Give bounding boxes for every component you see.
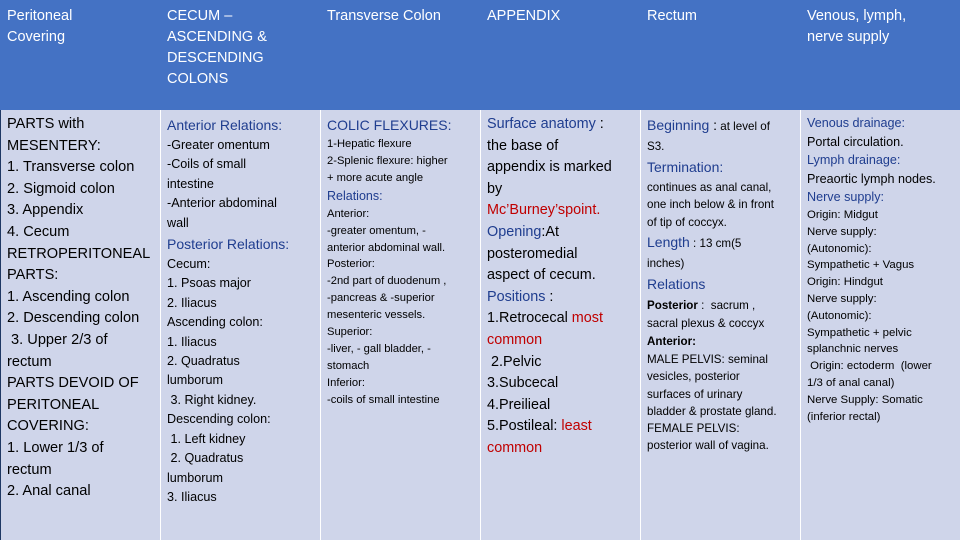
cell-line: by [487,180,503,197]
cell-line: FEMALE PELVIS: [647,422,740,436]
relations-title: Relations [647,276,706,293]
cell-line: 2. Anal canal [7,483,91,500]
length-title: Length [647,233,690,250]
cell-line: Anterior: [327,207,370,220]
left-border [0,110,1,540]
header-line: APPENDIX [487,8,561,24]
cell-line: lumborum [167,470,223,485]
cell-line: Sympathetic + Vagus [807,259,915,272]
header-appendix [487,6,560,27]
opening-title: Opening [487,223,542,240]
cell-line: Origin: ectoderm (lower [807,360,932,373]
cell-line: Nerve Supply: Somatic [807,393,923,406]
cell-line: Nerve supply: [807,292,877,305]
cell-line: anterior abdominal wall. [327,241,446,254]
header-transverse-colon [327,6,441,27]
cell-line: Descending colon: [167,412,271,427]
cell-line: Portal circulation. [807,134,904,149]
cell-line: appendix is marked [487,159,612,176]
cell-line [487,308,612,330]
cell-line: Sympathetic + pelvic [807,326,912,339]
cecum-colons-cell [167,114,289,507]
cell-line: inches) [647,256,685,270]
cell-line: MALE PELVIS: seminal [647,353,768,367]
cell-line: vesicles, posterior [647,370,740,384]
cell-line: RETROPERITONEAL [7,245,151,262]
header-line: Peritoneal [7,8,73,24]
column-divider [160,110,161,540]
anterior-relations-title: Anterior Relations: [167,117,283,133]
mcburney-point: Mc’Burney’spoint. [487,202,601,219]
column-divider [480,110,481,540]
cell-line: Inferior: [327,376,365,389]
cell-line: -greater omentum, - [327,224,426,237]
appendix-cell [487,114,612,460]
cell-line: 3. Right kidney. [167,392,257,407]
cell-line: 2. Quadratus [167,451,244,466]
cell-line: -Greater omentum [167,138,270,152]
cell-line: Posterior: [327,258,375,271]
cell-line: rectum [7,461,52,478]
cell-line: Origin: Midgut [807,208,878,221]
cell-line: Preaortic lymph nodes. [807,171,936,186]
header-peritoneal-covering [7,6,72,48]
cell-line: -Anterior abdominal [167,196,277,211]
cell-line: -liver, - gall bladder, - [327,342,431,355]
cell-line: 2.Pelvic [487,353,542,370]
cell-line: Ascending colon: [167,315,263,330]
column-divider [320,110,321,540]
cell-line: -coils of small intestine [327,393,440,406]
cell-line: one inch below & in front [647,198,774,212]
cell-line: PARTS with [7,116,85,132]
cell-line: -pancreas & -superior [327,292,435,305]
cell-line: 2. Quadratus [167,354,240,369]
venous-lymph-nerve-cell [807,114,936,425]
cell-line: sacral plexus & coccyx [647,317,765,331]
column-divider [800,110,801,540]
cell-line [647,231,777,255]
header-line: ASCENDING & [167,29,267,45]
position-1-note: common [487,331,543,348]
posterior-text: : sacrum , [697,299,756,313]
relations-title: Relations: [327,188,383,203]
cell-line: 1. Ascending colon [7,288,130,305]
cell-line: surfaces of urinary [647,387,743,401]
cell-line: intestine [167,176,214,191]
beginning-text: at level of [720,120,770,133]
termination-title: Termination: [647,159,724,176]
peritoneal-covering-cell [7,114,150,503]
cell-line: splanchnic nerves [807,343,899,356]
position-5: 5.Postileal: [487,418,558,435]
position-1: 1.Retrocecal [487,310,568,327]
cell-line: Superior: [327,326,373,339]
cell-line: (Autonomic): [807,242,872,255]
cell-line [487,416,612,438]
colon-text: : [595,116,604,132]
header-venous-lymph-nerve [807,6,906,48]
cell-line: the base of [487,137,559,154]
cell-line: posteromedial [487,245,578,262]
venous-drainage-title: Venous drainage: [807,116,906,130]
header-line: Covering [7,29,66,45]
header-line: Rectum [647,8,697,24]
cell-line [487,287,612,309]
cell-line: 2. Iliacus [167,295,217,310]
lymph-drainage-title: Lymph drainage: [807,153,901,168]
cell-line: 1. Psoas major [167,276,251,291]
cell-line: 2. Sigmoid colon [7,180,115,197]
cell-line: mesenteric vessels. [327,309,426,322]
cell-line: COVERING: [7,418,89,435]
opening-text: :At [541,223,560,240]
colon-text: : [709,117,718,133]
cell-line [487,222,612,244]
cell-line: aspect of cecum. [487,267,596,284]
cell-line: bladder & prostate gland. [647,404,777,418]
cell-line: 2. Descending colon [7,310,140,327]
cell-line: PERITONEAL [7,396,100,413]
header-line: Transverse Colon [327,8,441,24]
cell-line: posterior wall of vagina. [647,439,769,453]
cell-line: + more acute angle [327,171,424,184]
beginning-title: Beginning [647,117,710,133]
cell-line: 3.Subcecal [487,375,559,392]
cell-line: wall [167,215,189,230]
transverse-colon-cell [327,114,451,409]
posterior-title: Posterior [647,299,698,313]
cell-line [487,114,612,136]
cell-line: PARTS DEVOID OF [7,375,139,392]
cell-line: stomach [327,359,370,372]
colic-flexures-title: COLIC FLEXURES: [327,117,452,133]
cell-line: of tip of coccyx. [647,215,727,229]
cell-line: 1. Left kidney [167,431,246,446]
header-line: Venous, lymph, [807,8,907,24]
cell-line: PARTS: [7,267,59,284]
cell-line: 4.Preilieal [487,396,551,413]
cell-line: 1-Hepatic flexure [327,138,412,150]
cell-line: Nerve supply: [807,225,877,238]
rectum-cell [647,114,777,454]
cell-line: Origin: Hindgut [807,276,883,289]
cell-line: (Autonomic): [807,309,872,322]
positions-title: Positions [487,288,546,305]
header-rectum [647,6,697,27]
cell-line: 4. Cecum [7,223,70,240]
cell-line [647,114,777,138]
cell-line: 2-Splenic flexure: higher [327,154,448,167]
cell-line: 1. Transverse colon [7,159,135,176]
cell-line: 1. Iliacus [167,334,217,349]
column-divider [640,110,641,540]
position-1-note: most [571,310,603,327]
colon-text: : [545,288,554,305]
length-text: : 13 cm(5 [689,236,742,250]
cell-line: -2nd part of duodenum , [327,275,447,288]
posterior-relations-title: Posterior Relations: [167,236,290,253]
cell-line: continues as anal canal, [647,181,772,195]
cell-line [647,296,777,315]
cell-line: lumborum [167,373,223,388]
cell-line: S3. [647,140,665,153]
cell-line: MESENTERY: [7,137,101,154]
cell-line: rectum [7,353,52,370]
position-5-note: common [487,439,543,456]
cell-line: Cecum: [167,257,211,272]
surface-anatomy-title: Surface anatomy [487,116,596,132]
cell-line: 3. Upper 2/3 of [7,331,108,348]
anterior-title: Anterior: [647,335,696,349]
cell-line: 3. Appendix [7,202,84,219]
header-line: DESCENDING [167,50,264,66]
cell-line: (inferior rectal) [807,410,881,423]
header-line: nerve supply [807,29,890,45]
header-line: COLONS [167,71,229,87]
cell-line: 3. Iliacus [167,489,217,504]
header-line: CECUM – [167,8,233,24]
cell-line: -Coils of small [167,157,247,172]
cell-line: 1/3 of anal canal) [807,376,895,389]
nerve-supply-title: Nerve supply: [807,190,884,205]
position-5-note: least [561,418,592,435]
header-cecum-colons [167,6,267,90]
cell-line: 1. Lower 1/3 of [7,439,104,456]
